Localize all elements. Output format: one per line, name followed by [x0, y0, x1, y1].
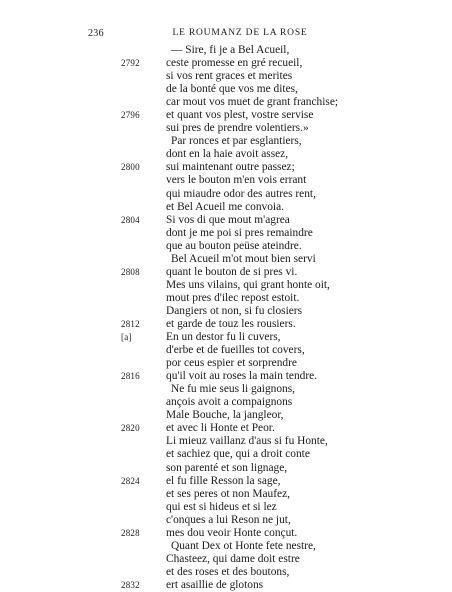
running-title: LE ROUMANZ DE LA ROSE — [172, 28, 308, 38]
verse-text: dont je me poi si pres remaindre — [166, 226, 313, 239]
verse-text: et garde de touz les rousiers. — [166, 317, 296, 330]
verse-text: et Bel Acueil me convoia. — [166, 200, 284, 213]
verse-line — [0, 553, 452, 566]
verse-text: quant le bouton de si pres vi. — [166, 265, 298, 278]
verse-line — [0, 122, 452, 135]
verse-text: Mes uns vilains, qui grant honte oit, — [166, 278, 330, 291]
verse-text: qui est si hideus et si lez — [166, 500, 277, 513]
verse-text: Ne fu mie seus li gaignons, — [171, 383, 296, 396]
page-number: 236 — [88, 28, 104, 39]
verse-line — [0, 240, 452, 253]
line-number: 2808 — [121, 266, 140, 277]
verse-line — [0, 227, 452, 240]
verse-text: mes dou veoir Honte conçut. — [166, 526, 298, 539]
verse-text: ceste promesse en gré recueil, — [166, 57, 303, 70]
verse-block — [0, 44, 452, 592]
verse-line — [0, 305, 452, 318]
verse-text: por ceus espier et sorprendre — [166, 357, 297, 370]
verse-text: et avec li Honte et Peor. — [166, 422, 275, 435]
verse-line — [0, 201, 452, 214]
verse-line — [0, 161, 452, 174]
verse-line — [0, 135, 452, 148]
verse-text: sui pres de prendre volentiers.» — [166, 122, 309, 135]
verse-text: Bel Acueil m'ot mout bien servi — [171, 252, 316, 265]
line-number: 2796 — [121, 110, 140, 121]
verse-line — [0, 514, 452, 527]
verse-text: el fu fille Resson la sage, — [166, 474, 281, 487]
verse-line — [0, 488, 452, 501]
line-number: 2804 — [121, 214, 140, 225]
line-number: 2816 — [121, 371, 140, 382]
verse-line — [0, 566, 452, 579]
verse-text: dont en la haie avoit assez, — [166, 148, 289, 161]
verse-text: — Sire, fi je a Bel Acueil, — [171, 44, 290, 56]
verse-line — [0, 292, 452, 305]
verse-text: et des roses et des boutons, — [166, 565, 290, 578]
line-number: 2824 — [121, 475, 140, 486]
verse-text: Par ronces et par esglantiers, — [171, 135, 302, 148]
verse-line — [0, 527, 452, 540]
verse-line — [0, 409, 452, 422]
verse-text: d'erbe et de fueilles tot covers, — [166, 344, 305, 357]
verse-text: Male Bouche, la jangleor, — [166, 409, 284, 422]
verse-line — [0, 57, 452, 70]
verse-text: Chasteez, qui dame doit estre — [166, 552, 300, 565]
verse-text: Quant Dex ot Honte fete nestre, — [171, 539, 316, 552]
verse-line — [0, 174, 452, 187]
line-number: 2820 — [121, 423, 140, 434]
verse-line — [0, 266, 452, 279]
line-number: 2828 — [121, 527, 140, 538]
verse-text: Dangiers ot non, si fu closiers — [166, 304, 303, 317]
verse-text: qui miaudre odor des autres rent, — [166, 187, 316, 200]
verse-line — [0, 188, 452, 201]
verse-line — [0, 357, 452, 370]
verse-text: et quant vos plest, vostre servise — [166, 109, 314, 122]
line-number: 2812 — [121, 318, 140, 329]
verse-line — [0, 579, 452, 592]
verse-text: car mout vos muet de grant franchise; — [166, 96, 339, 109]
verse-line — [0, 96, 452, 109]
verse-line — [0, 331, 452, 344]
verse-line — [0, 44, 452, 57]
line-number: [a] — [121, 332, 132, 343]
line-number: 2800 — [121, 162, 140, 173]
verse-text: que au bouton peüse ateindre. — [166, 239, 302, 252]
verse-line — [0, 318, 452, 331]
verse-text: sui maintenant outre passez; — [166, 161, 295, 174]
verse-line — [0, 501, 452, 514]
page-header — [88, 28, 392, 42]
verse-text: ert asaillie de glotons — [166, 578, 264, 591]
verse-text: et ses peres ot non Maufez, — [166, 487, 290, 500]
verse-line — [0, 448, 452, 461]
verse-line — [0, 540, 452, 553]
verse-text: et sachiez que, qui a droit conte — [166, 448, 310, 461]
verse-line — [0, 279, 452, 292]
verse-line — [0, 435, 452, 448]
verse-text: de la bonté que vos me dites, — [166, 83, 298, 96]
verse-line — [0, 344, 452, 357]
verse-text: qu'il voit au roses la main tendre. — [166, 370, 318, 383]
verse-line — [0, 253, 452, 266]
verse-line — [0, 148, 452, 161]
verse-text: Li mieuz vaillanz d'aus si fu Honte, — [166, 435, 328, 448]
verse-line — [0, 396, 452, 409]
verse-line — [0, 383, 452, 396]
line-number: 2832 — [121, 579, 140, 590]
verse-text: vers le bouton m'en vois errant — [166, 174, 307, 187]
line-number: 2792 — [121, 58, 140, 69]
verse-text: mout pres d'ilec repost estoit. — [166, 291, 300, 304]
verse-line — [0, 370, 452, 383]
verse-text: si vos rent graces et merites — [166, 70, 293, 83]
verse-line — [0, 70, 452, 83]
verse-line — [0, 422, 452, 435]
verse-text: Si vos di que mout m'agrea — [166, 213, 290, 226]
verse-line — [0, 462, 452, 475]
verse-text: ançois avoit a compaignons — [166, 396, 293, 409]
verse-text: son parenté et son lignage, — [166, 461, 288, 474]
verse-line — [0, 109, 452, 122]
verse-line — [0, 475, 452, 488]
verse-text: En un destor fu li cuvers, — [166, 331, 281, 344]
verse-text: c'onques a lui Reson ne jut, — [166, 513, 291, 526]
verse-line — [0, 214, 452, 227]
verse-line — [0, 83, 452, 96]
